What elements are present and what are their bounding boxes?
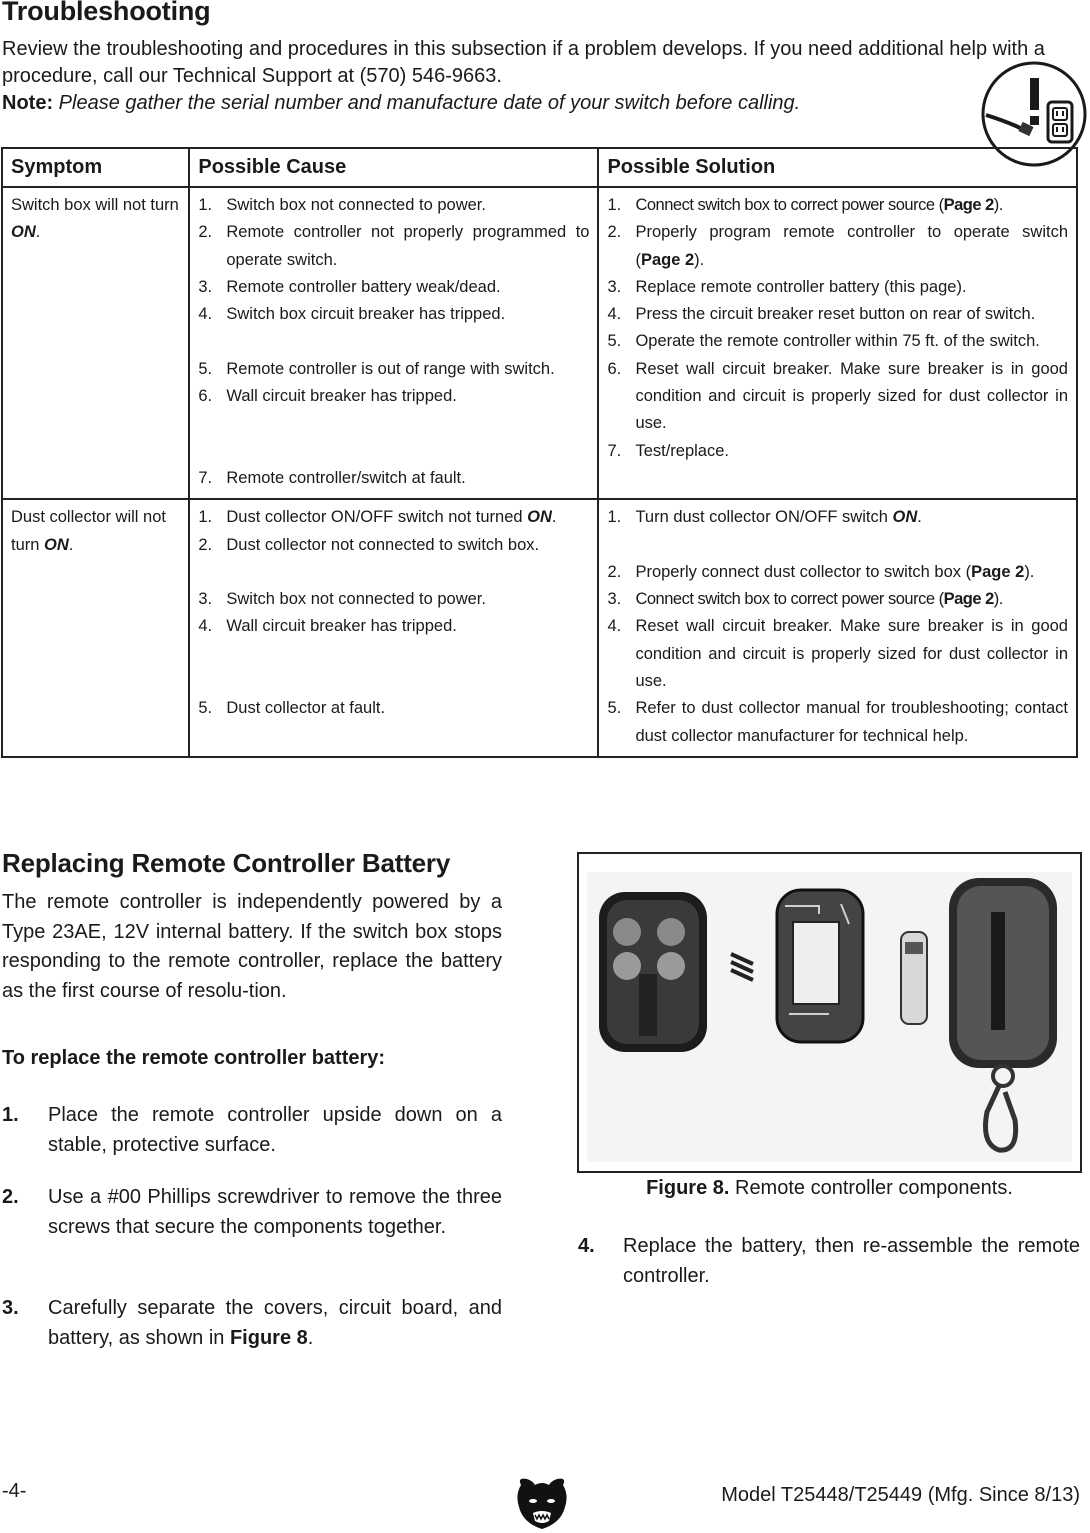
step-3: 3. Carefully separate the covers, circuit board, and battery, as shown in Figure 8.	[2, 1297, 502, 1349]
list-item: 5. Remote controller is out of range with switch.	[198, 359, 555, 378]
step-4: 4. Replace the battery, then re-assemble the remote controller.	[578, 1235, 1080, 1287]
page-title: Troubleshooting	[2, 0, 211, 26]
list-item: 7. Test/replace.	[607, 441, 729, 460]
bear-head-logo-icon	[515, 1475, 569, 1531]
list-item: 4. Reset wall circuit breaker. Make sure breaker is in good condition and circuit is properly sized for dust collector in use.	[607, 617, 1068, 691]
symptom-cell: Dust collector will not turn ON.	[2, 499, 189, 757]
note-text: Please gather the serial number and manufacture date of your switch before calling.	[58, 92, 801, 114]
list-item: 5. Dust collector at fault.	[198, 699, 386, 718]
intro	[2, 36, 1080, 117]
list-item: 6. Reset wall circuit breaker. Make sure breaker is in good condition and circuit is properly sized for dust collector in use.	[607, 359, 1068, 433]
table-row	[2, 499, 1077, 757]
table-row	[2, 187, 1077, 499]
page-number: -4-	[2, 1480, 27, 1502]
model-info: Model T25448/T25449 (Mfg. Since 8/13)	[721, 1484, 1080, 1506]
list-item: 3. Connect switch box to correct power source (Page 2).	[607, 590, 1003, 609]
step-2: 2. Use a #00 Phillips screwdriver to remove the three screws that secure the components together.	[2, 1186, 502, 1238]
troubleshooting-table	[1, 147, 1078, 758]
list-item: 2. Properly program remote controller to operate switch (Page 2).	[607, 223, 1068, 269]
list-item: 7. Remote controller/switch at fault.	[198, 468, 466, 487]
figure-caption: Figure 8. Remote controller components.	[646, 1177, 1013, 1199]
solution-cell	[598, 187, 1077, 499]
list-item: 1. Connect switch box to correct power source (Page 2).	[607, 196, 1003, 214]
step-1: 1. Place the remote controller upside down on a stable, protective surface.	[2, 1104, 502, 1156]
header-cause: Possible Cause	[189, 148, 598, 187]
list-item: 2. Dust collector not connected to switch box.	[198, 535, 540, 554]
symptom-cell: Switch box will not turn ON.	[2, 187, 189, 499]
table-header-row	[2, 148, 1077, 187]
note	[2, 90, 1080, 117]
list-item: 1. Turn dust collector ON/OFF switch ON.	[607, 508, 922, 527]
list-item: 3. Remote controller battery weak/dead.	[198, 277, 501, 296]
steps-title: To replace the remote controller battery:	[2, 1047, 386, 1069]
note-label: Note:	[2, 92, 54, 114]
list-item: 6. Wall circuit breaker has tripped.	[198, 387, 457, 406]
solution-cell	[598, 499, 1077, 757]
battery-intro-text: The remote controller is independently powered by a Type 23AE, 12V internal battery. If the switch box stops responding to the remote controller, replace the battery as the first course of resolu-tion.	[2, 891, 502, 1002]
section-heading: Replacing Remote Controller Battery	[2, 848, 451, 878]
list-item: 5. Refer to dust collector manual for troubleshooting; contact dust collector manufacturer for technical help.	[607, 699, 1068, 745]
cause-cell	[189, 187, 598, 499]
list-item: 3. Switch box not connected to power.	[198, 590, 486, 609]
remote-components-illustration	[579, 854, 1080, 1171]
list-item: 4. Wall circuit breaker has tripped.	[198, 617, 457, 636]
battery-intro	[2, 888, 502, 1006]
list-item: 1. Dust collector ON/OFF switch not turned ON.	[198, 508, 557, 527]
list-item: 3. Replace remote controller battery (this page).	[607, 277, 967, 296]
list-item: 4. Switch box circuit breaker has tripped.	[198, 305, 506, 324]
list-item: 4. Press the circuit breaker reset button on rear of switch.	[607, 305, 1036, 324]
intro-text: Review the troubleshooting and procedures in this subsection if a problem develops. If you need additional help with a procedure, call our Technical Support at (570) 546-9663.	[2, 38, 1045, 87]
list-item: 1. Switch box not connected to power.	[198, 196, 486, 214]
list-item: 2. Properly connect dust collector to switch box (Page 2).	[607, 562, 1035, 581]
header-symptom: Symptom	[2, 148, 189, 187]
figure-8-image	[577, 852, 1082, 1173]
list-item: 5. Operate the remote controller within 75 ft. of the switch.	[607, 332, 1040, 351]
header-solution: Possible Solution	[598, 148, 1077, 187]
list-item: 2. Remote controller not properly programmed to operate switch.	[198, 223, 590, 269]
cause-cell	[189, 499, 598, 757]
